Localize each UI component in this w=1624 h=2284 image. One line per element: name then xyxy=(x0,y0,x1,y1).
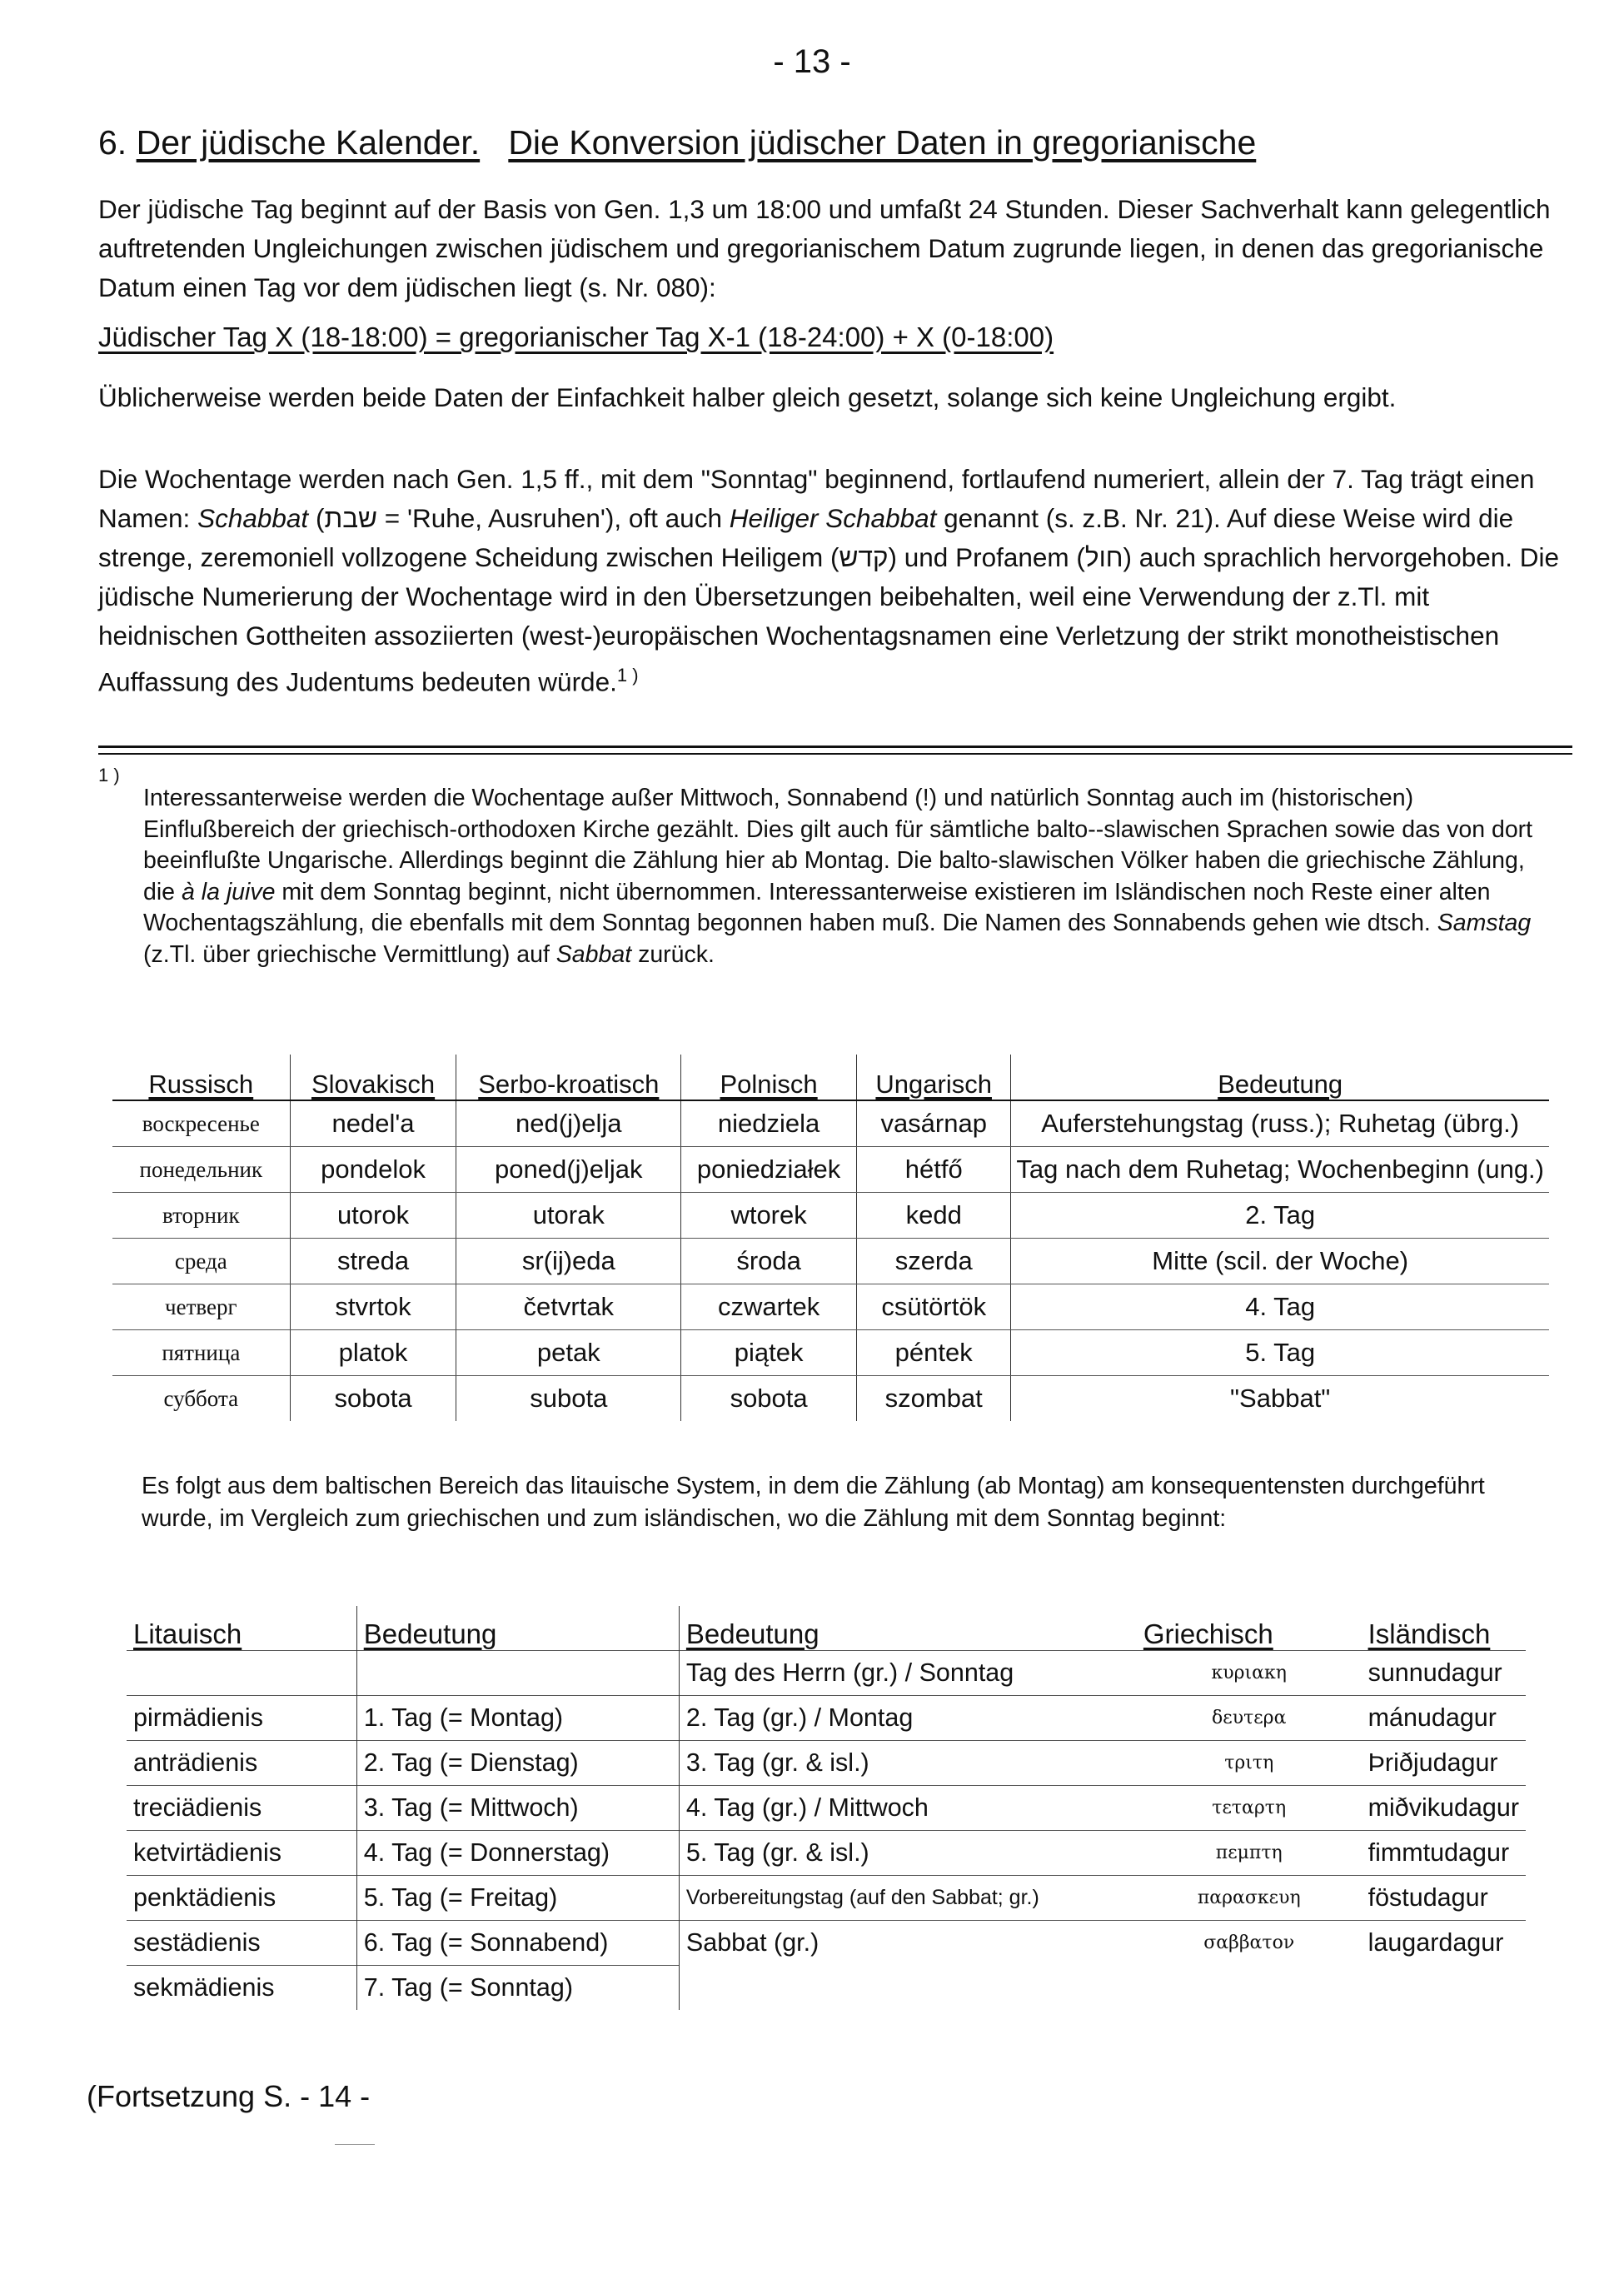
weekday-names-table xyxy=(112,1055,1549,1421)
table-row: воскресенье nedel'a ned(j)elja niedziela vasárnap Auferstehungstag (russ.); Ruhetag (übrg.) xyxy=(112,1100,1549,1147)
column-header: Bedeutung xyxy=(1011,1055,1549,1100)
column-header: Polnisch xyxy=(681,1055,857,1100)
term-heiliger-schabbat: Heiliger Schabbat xyxy=(729,503,937,533)
table-row: суббота sobota subota sobota szombat "Sabbat" xyxy=(112,1376,1549,1422)
column-header: Bedeutung xyxy=(679,1606,1136,1651)
conversion-formula: Jüdischer Tag X (18-18:00) = gregorianischer Tag X-1 (18-24:00) + X (0-18:00) xyxy=(98,322,1054,352)
heading-title-part2: Die Konversion jüdischer Daten in gregorianische xyxy=(508,123,1257,162)
table-row: среда streda sr(ij)eda środa szerda Mitte (scil. der Woche) xyxy=(112,1239,1549,1284)
footnote-mark: 1 ) xyxy=(98,765,120,785)
table-row: Tag des Herrn (gr.) / Sonntag κυριακη sunnudagur xyxy=(127,1651,1526,1696)
footnote-separator xyxy=(98,746,1572,748)
table-row: вторник utorok utorak wtorek kedd 2. Tag xyxy=(112,1193,1549,1239)
footnote-separator-inner xyxy=(98,753,1572,755)
paragraph-lithuanian: Es folgt aus dem baltischen Bereich das litauische System, in dem die Zählung (ab Montag) am konsequentensten durchgeführt wurde, im Vergleich zum griechischen und zum isländischen, wo die Zählung mit dem Sonntag beginnt: xyxy=(142,1473,1485,1532)
column-header: Litauisch xyxy=(133,1618,242,1649)
table-row: penktädienis 5. Tag (= Freitag) Vorbereitungstag (auf den Sabbat; gr.) παρασκευη föstudagur xyxy=(127,1876,1526,1921)
table-row: sekmädienis 7. Tag (= Sonntag) xyxy=(127,1966,1526,2011)
table-row: anträdienis 2. Tag (= Dienstag) 3. Tag (gr. & isl.) τριτη Þriðjudagur xyxy=(127,1741,1526,1786)
table-header-row xyxy=(112,1055,1549,1100)
column-header: Slovakisch xyxy=(290,1055,456,1100)
lithuanian-weekday-table xyxy=(127,1606,1526,2010)
table-header-row xyxy=(127,1606,1526,1651)
table-row: пятница platok petak piątek péntek 5. Tag xyxy=(112,1330,1549,1376)
heading-number: 6. xyxy=(98,123,127,162)
table-row: sestädienis 6. Tag (= Sonnabend) Sabbat (gr.) σαββατον laugardagur xyxy=(127,1921,1526,1966)
continuation-note: (Fortsetzung S. - 14 - xyxy=(87,2079,371,2113)
table-row: четверг stvrtok četvrtak czwartek csütörtök 4. Tag xyxy=(112,1284,1549,1330)
page-number: - 13 - xyxy=(773,43,851,80)
column-header: Serbo-kroatisch xyxy=(456,1055,681,1100)
column-header: Isländisch xyxy=(1367,1618,1491,1649)
column-header: Griechisch xyxy=(1143,1618,1273,1649)
table-row: понедельник pondelok poned(j)eljak poniedziałek hétfő Tag nach dem Ruhetag; Wochenbeginn (ung.) xyxy=(112,1147,1549,1193)
column-header: Russisch xyxy=(112,1055,290,1100)
table-row: pirmädienis 1. Tag (= Montag) 2. Tag (gr.) / Montag δευτερα mánudagur xyxy=(127,1696,1526,1741)
column-header: Ungarisch xyxy=(857,1055,1011,1100)
footnote-reference: 1 ) xyxy=(616,665,639,686)
column-header: Bedeutung xyxy=(356,1606,679,1651)
table-row: treciädienis 3. Tag (= Mittwoch) 4. Tag (gr.) / Mittwoch τεταρτη miðvikudagur xyxy=(127,1786,1526,1831)
decorative-dash xyxy=(335,2144,375,2145)
term-schabbat: Schabbat xyxy=(197,503,309,533)
table-row: ketvirtädienis 4. Tag (= Donnerstag) 5. Tag (gr. & isl.) πεμπτη fimmtudagur xyxy=(127,1831,1526,1876)
section-heading xyxy=(98,123,1464,162)
footnote-text: Interessanterweise werden die Wochentage außer Mittwoch, Sonnabend (!) und natürlich Sonntag auch im (historischen) Einflußbereich der griechisch-orthodoxen Kirche gezählt. Dies gilt auch für sämtliche balto--slawischen Sprachen sowie das von dort beeinflußte Ungarische. Allerdings beginnt die Zählung hier ab Montag. Die balto-slawischen Völker haben die griechische Zählung, die à la juive mit dem Sonntag beginnt, nicht übernommen. Interessanterweise existieren im Isländischen noch Reste einer alten Wochentagszählung, die ebenfalls mit dem Sonntag begonnen haben muß. Die Namen des Sonnabends gehen wie dtsch. Samstag (z.Tl. über griechische Vermittlung) auf Sabbat zurück. xyxy=(143,785,1533,968)
paragraph-equal-dates: Üblicherweise werden beide Daten der Einfachkeit halber gleich gesetzt, solange sich keine Ungleichung ergibt. xyxy=(98,382,1397,412)
heading-title-part1: Der jüdische Kalender. xyxy=(136,123,481,162)
paragraph-weekdays: Die Wochentage werden nach Gen. 1,5 ff., mit dem "Sonntag" beginnend, fortlaufend numeriert, allein der 7. Tag trägt einen Namen: Schabbat (שבת = 'Ruhe, Ausruhen'), oft auch Heiliger Schabbat genannt (s. z.B. Nr. 21). Auf diese Weise wird die strenge, zeremoniell vollzogene Scheidung zwischen Heiligem (קדש) und Profanem (חול) auch sprachlich hervorgehoben. Die jüdische Numerierung der Wochentage wird in den Übersetzungen beibehalten, weil eine Verwendung der z.Tl. mit heidnischen Gottheiten assoziierten (west-)europäischen Wochentagsnamen eine Verletzung der strikt monotheistischen Auffassung des Judentums bedeuten würde.$^{1 )}$ xyxy=(98,464,1560,697)
paragraph-jewish-day: Der jüdische Tag beginnt auf der Basis von Gen. 1,3 um 18:00 und umfaßt 24 Stunden. Dieser Sachverhalt kann gelegentlich auftretenden Ungleichungen zwischen jüdischem und gregorianischem Datum zugrunde liegen, in denen das gregorianische Datum einen Tag vor dem jüdischen liegt (s. Nr. 080): xyxy=(98,194,1551,302)
